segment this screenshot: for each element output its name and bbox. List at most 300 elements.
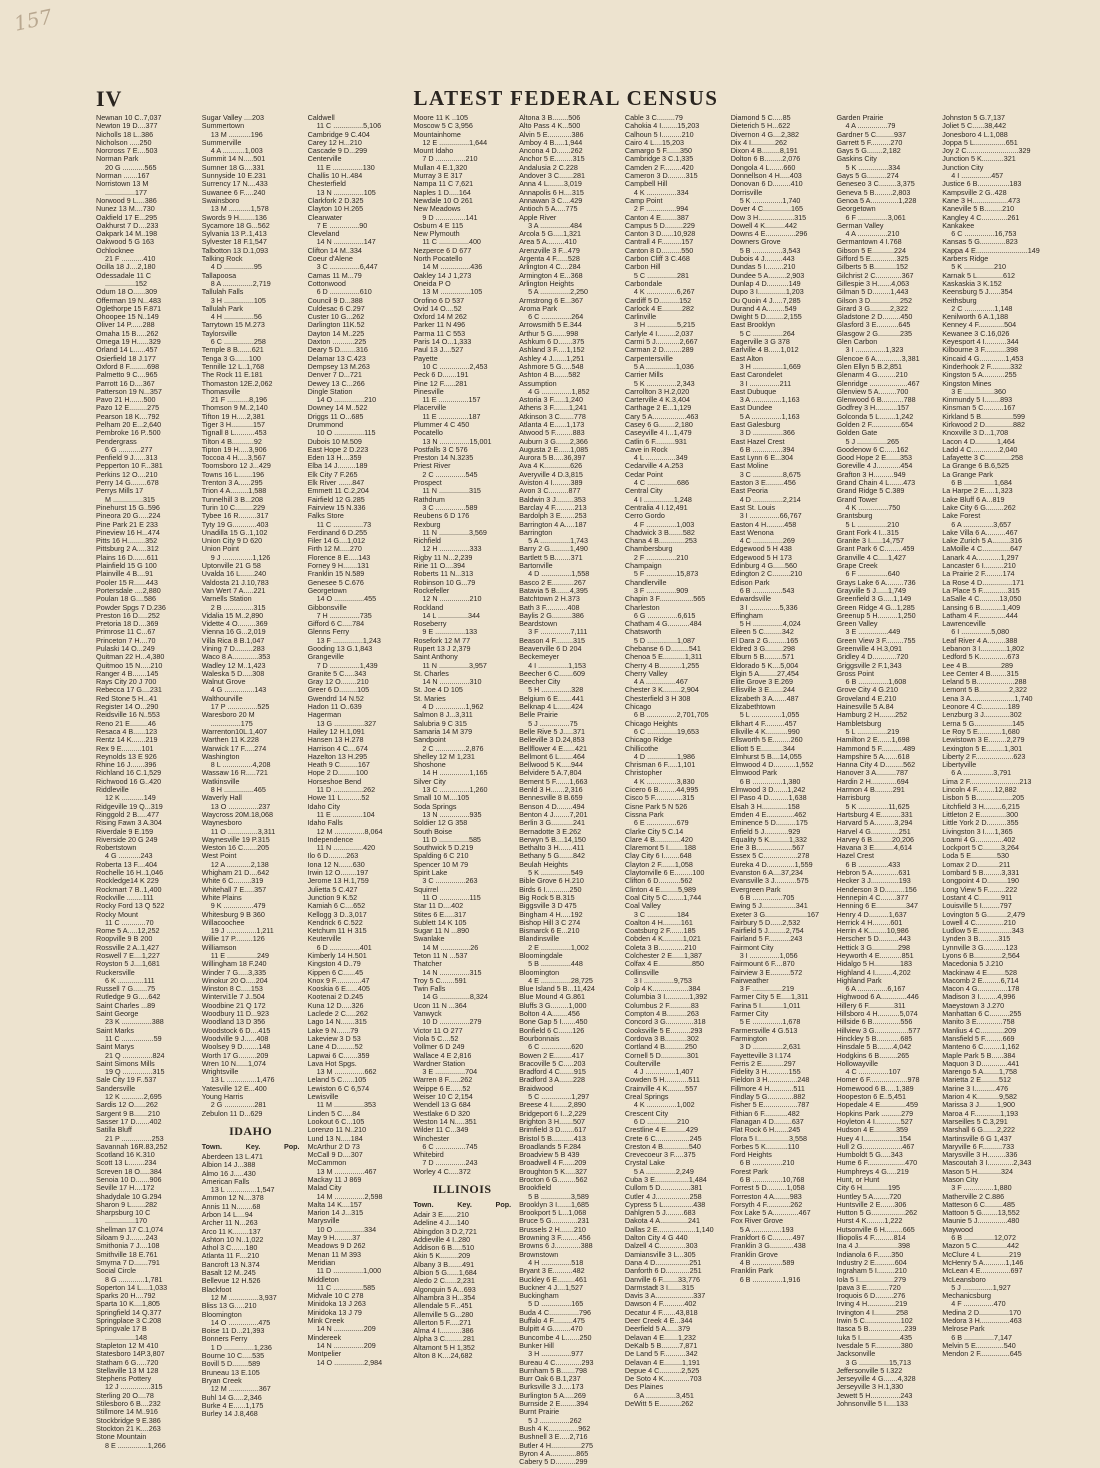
census-entry: Glen Ellyn 5 B.2,851 bbox=[836, 361, 902, 371]
census-entry: Irvington 4 I...........258 bbox=[836, 1307, 908, 1317]
census-entry: Yatesville 12 E...400 bbox=[201, 1083, 267, 1093]
handwritten-page-mark: 157 bbox=[11, 4, 55, 36]
census-entry: Cardiff 5 D..........152 bbox=[624, 295, 692, 305]
census-entry: Crevecoeur 3 F.....375 bbox=[624, 1150, 696, 1160]
census-entry: Richland 16 C.1,529 bbox=[96, 768, 162, 778]
census-entry: Kirkwood 2 D..............882 bbox=[942, 419, 1025, 429]
census-entry: Waynesville 19 P.315 bbox=[201, 834, 270, 844]
census-entry: 4 J ...............1,407 bbox=[633, 1067, 694, 1077]
census-entry: 13 N ...............935 bbox=[422, 809, 482, 819]
census-entry: Decatur 4 F.......43,818 bbox=[624, 1307, 698, 1317]
census-entry: Parma 11 C 553 bbox=[413, 328, 466, 338]
census-entry: 3 H ...............1,669 bbox=[739, 361, 801, 371]
census-entry: Fisher 5 E.................787 bbox=[730, 1100, 810, 1110]
census-entry: Thomasville bbox=[201, 386, 241, 396]
census-entry: 3 F ...............909 bbox=[633, 585, 689, 595]
census-entry: ...............170 bbox=[105, 1216, 147, 1226]
census-entry: Arenzville 3 F...479 bbox=[519, 245, 580, 255]
census-entry: Anchor 5 E.........315 bbox=[519, 154, 585, 164]
census-entry: Blue Island 5 B...11,424 bbox=[519, 984, 595, 994]
census-entry: Buhl 14 G.....2,346 bbox=[201, 1392, 262, 1402]
census-entry: Addison 6 B.....510 bbox=[413, 1243, 475, 1253]
census-entry: Waverly Hall bbox=[201, 793, 242, 803]
census-entry: 9 D ...............141 bbox=[422, 212, 478, 222]
census-entry: 6 A ...............3,791 bbox=[951, 768, 1012, 778]
census-entry: Paul 13 J....527 bbox=[413, 345, 464, 355]
census-entry: 19 J ...............1,211 bbox=[210, 926, 274, 936]
census-entry: Bellmont 6 L.......464 bbox=[519, 751, 586, 761]
census-entry: Alvin 5 E............386 bbox=[519, 129, 584, 139]
census-entry: 13 L ...............1,476 bbox=[210, 1075, 275, 1085]
census-entry: Hoopeston 6 E..5,451 bbox=[836, 1092, 906, 1102]
census-entry: 4 D ...............1,558 bbox=[528, 569, 590, 579]
census-entry: Uvalda 16 L.......240 bbox=[201, 569, 267, 579]
census-entry: Ellisville 3 E.......244 bbox=[730, 685, 796, 695]
census-entry: Reno 21 E.........46 bbox=[96, 718, 156, 728]
census-entry: Belvidere 5 A.7,804 bbox=[519, 768, 582, 778]
census-entry: Portersdale ....2,880 bbox=[96, 585, 161, 595]
census-column bbox=[625, 114, 723, 1439]
census-entry: Elmwood 4 D...........1,552 bbox=[730, 760, 814, 770]
census-entry: Cambridge 3 C.1,335 bbox=[624, 154, 694, 164]
census-entry: Kellogg 3 D..3,017 bbox=[307, 909, 367, 919]
census-entry: Enfield 5 J............929 bbox=[730, 826, 801, 836]
census-entry: Geneseo 3 C.........3,375 bbox=[836, 179, 915, 189]
census-entry: Wassaw 16 R.....721 bbox=[201, 768, 268, 778]
census-entry: 12 H ...............333 bbox=[422, 544, 482, 554]
census-entry: Darlington 11K.52 bbox=[307, 320, 365, 330]
census-entry: Stites 6 E.....317 bbox=[413, 909, 467, 919]
census-entry: Lovington 5 G..........2,479 bbox=[942, 909, 1025, 919]
census-entry: Shoshone bbox=[413, 760, 446, 770]
census-entry: Laclede 2 C.....262 bbox=[307, 1009, 368, 1019]
census-entry: Willacoochee bbox=[201, 917, 245, 927]
census-entry: Waynesboro bbox=[201, 818, 242, 828]
census-entry: Clayton 2 F.......1,058 bbox=[624, 859, 693, 869]
census-entry: 5 K ...............11,625 bbox=[845, 801, 910, 811]
census-entry: Cameron 3 D.........315 bbox=[624, 171, 698, 181]
census-entry: 14 L ...............344 bbox=[422, 610, 481, 620]
census-entry: Earlville 4 B......1,012 bbox=[730, 345, 799, 355]
census-entry: 4 H ...............56 bbox=[210, 312, 262, 322]
census-entry: Julietta 5 C.427 bbox=[307, 884, 358, 894]
census-entry: 11 O ...............115 bbox=[422, 892, 481, 902]
census-entry: Cherry Valley bbox=[624, 668, 668, 678]
census-entry: Weston 14 N.....351 bbox=[413, 1116, 477, 1126]
census-entry: East Dundee bbox=[730, 403, 773, 413]
census-entry: Troy 5 C.......591 bbox=[413, 975, 467, 985]
census-entry: Marissa 3 J.........1,900 bbox=[942, 1100, 1015, 1110]
census-entry: Marengo 5 A........1,758 bbox=[942, 1067, 1017, 1077]
census-entry: Ina 4 J....................398 bbox=[836, 1241, 910, 1251]
census-entry: Bryan Creek bbox=[201, 1375, 242, 1385]
census-entry: Barrington 4 A.....187 bbox=[519, 519, 587, 529]
census-entry: Buckley 6 E.........461 bbox=[519, 1274, 588, 1284]
census-entry: Sasser 17 D.......402 bbox=[96, 1116, 162, 1126]
census-entry: East Wenona bbox=[730, 527, 774, 537]
census-entry: Maroa 4 F.............1,193 bbox=[942, 1108, 1019, 1118]
census-entry: Farmer City 5 E.....1,311 bbox=[730, 992, 809, 1002]
census-entry: Parrott 16 D....367 bbox=[96, 378, 155, 388]
census-entry: Rossville 2 A..1,427 bbox=[96, 942, 160, 952]
census-entry: Primrose 11 C...67 bbox=[96, 627, 156, 637]
census-entry: Elizabeth 3 A.......487 bbox=[730, 693, 799, 703]
census-entry: Grantsburg bbox=[836, 511, 873, 521]
census-entry: Minidoka 13 J 79 bbox=[307, 1307, 362, 1317]
census-entry: La Prairie 2 F.........174 bbox=[942, 569, 1015, 579]
census-entry: Elgin 5 A.........27,454 bbox=[730, 668, 800, 678]
census-entry: ...............152 bbox=[105, 278, 147, 288]
census-entry: Fairland 5 F...........243 bbox=[730, 934, 803, 944]
census-entry: Ashmore 5 G.....548 bbox=[519, 361, 584, 371]
census-entry: Libertyville bbox=[942, 760, 977, 770]
census-entry: Oakley 14 J 1,273 bbox=[413, 270, 472, 280]
census-entry: Buda 4 C...............796 bbox=[519, 1307, 592, 1317]
census-entry: Junction 9 K.52 bbox=[307, 892, 358, 902]
census-entry: Gibson 5 E...........224 bbox=[836, 245, 906, 255]
census-entry: Temple 8 B.......621 bbox=[201, 345, 264, 355]
census-entry: Talking Rock bbox=[201, 254, 243, 264]
census-entry: Karnak 5 L.............612 bbox=[942, 270, 1015, 280]
census-entry: Aberdeen 13 L.471 bbox=[201, 1151, 263, 1161]
census-entry: Lynden 3 B..........315 bbox=[942, 934, 1011, 944]
census-entry: Granville 4 C.....1,427 bbox=[836, 552, 906, 562]
census-entry: Beardstown bbox=[519, 619, 558, 629]
census-entry: American Falls bbox=[201, 1176, 250, 1186]
census-entry: Saint Marks bbox=[96, 1025, 134, 1035]
census-entry: Hull 2 G....................467 bbox=[836, 1141, 915, 1151]
census-entry: 7 D ...............243 bbox=[422, 1158, 478, 1168]
census-entry: Quitmoo 15 N.....210 bbox=[96, 660, 163, 670]
census-entry: Wallace 4 E 2,816 bbox=[413, 1050, 472, 1060]
census-entry: Vidette 4 O.........369 bbox=[201, 619, 268, 629]
census-entry: Jerseyville 3 H.1,330 bbox=[836, 1382, 904, 1392]
census-entry: Lee Center 4 B........315 bbox=[942, 668, 1019, 678]
census-entry: Wadley 12 M..1,423 bbox=[201, 660, 266, 670]
census-entry: Arlington 4 C....284 bbox=[519, 262, 581, 272]
census-entry: 5 J ...............75 bbox=[528, 718, 578, 728]
census-entry: Lewiston 6 C 6,574 bbox=[307, 1083, 370, 1093]
census-entry: Andover 3 C.......281 bbox=[519, 171, 586, 181]
census-entry: Crete 6 C.................245 bbox=[624, 1133, 702, 1143]
census-entry: Bonners Ferry bbox=[201, 1334, 248, 1344]
census-entry: Fieldon 3 H...............248 bbox=[730, 1075, 810, 1085]
census-entry: White Plains bbox=[201, 892, 242, 902]
census-entry: El Dara 2 G.........165 bbox=[730, 635, 799, 645]
census-entry: 4 I ...............457 bbox=[951, 171, 1004, 181]
census-entry: 3 F ...............7,111 bbox=[528, 627, 588, 637]
census-entry: Rome 5 A.....12,252 bbox=[96, 926, 160, 936]
census-entry: McCall 9 D....307 bbox=[307, 1150, 363, 1160]
census-entry: Eileen 5 C.........342 bbox=[730, 627, 794, 637]
census-entry: Bunker Hill bbox=[519, 1340, 554, 1350]
census-entry: Big Rock 5 B.315 bbox=[519, 892, 575, 902]
census-entry: 6 C ...............620 bbox=[528, 1042, 584, 1052]
census-entry: Jonesboro 4 L.1,088 bbox=[942, 129, 1008, 139]
census-entry: Annis 11 N........68 bbox=[201, 1201, 261, 1211]
census-entry: Walthourville bbox=[201, 693, 243, 703]
census-entry: Hume 6 F...................470 bbox=[836, 1158, 918, 1168]
census-entry: Cissna Park bbox=[624, 809, 664, 819]
census-entry: Bliss 13 G.....210 bbox=[201, 1301, 257, 1311]
census-entry: Aurora 5 B.....36,397 bbox=[519, 453, 586, 463]
census-entry: 3 I ...............211 bbox=[739, 378, 792, 388]
census-entry: Cullom 5 D...............381 bbox=[624, 1183, 703, 1193]
census-entry: Nunez 13 M....730 bbox=[96, 204, 155, 214]
census-entry: 4 D ...............1,986 bbox=[633, 751, 696, 761]
census-entry: East Hazel Crest bbox=[730, 436, 785, 446]
census-entry: Eldred 3 G.........298 bbox=[730, 644, 796, 653]
census-entry: 3 G ...............15,713 bbox=[845, 1357, 911, 1367]
census-entry: Beecher City bbox=[519, 677, 561, 687]
census-entry: Reynolds 13 E 926 bbox=[96, 751, 157, 761]
census-entry: 5 A ...............2,249 bbox=[633, 1166, 694, 1176]
census-entry: Deary 5 D........316 bbox=[307, 345, 368, 355]
census-entry: Greenup 5 H..........1,250 bbox=[836, 610, 916, 620]
census-entry: Stephens Pottery bbox=[96, 1374, 152, 1384]
census-entry: Findlay 5 G.............882 bbox=[730, 1092, 806, 1102]
census-entry: Senoia 10 D.......906 bbox=[96, 1175, 162, 1184]
census-entry: Assumption bbox=[519, 378, 557, 388]
census-entry: Gillespie 3 H.......4,063 bbox=[836, 278, 910, 288]
census-entry: McArthur 2 D 73 bbox=[307, 1141, 360, 1151]
census-entry: Baylis 2 G..........386 bbox=[519, 610, 584, 620]
census-entry: Hudson 4 E...........359 bbox=[836, 1125, 908, 1135]
census-entry: Kamiah 6 C....652 bbox=[307, 901, 366, 911]
census-entry: East Peoria bbox=[730, 486, 768, 496]
census-entry: Donovan 6 D.........410 bbox=[730, 179, 803, 189]
census-entry: 4 B ...............589 bbox=[739, 1257, 795, 1267]
census-column bbox=[942, 114, 1040, 1439]
census-entry: Plains 16 D.......611 bbox=[96, 552, 159, 562]
census-entry: Squirrel bbox=[413, 884, 439, 894]
census-entry: Villa Rica 8 B.1,047 bbox=[201, 635, 265, 645]
census-entry: Norristown 13 M bbox=[96, 179, 149, 189]
census-entry: Lewistown 3 E.........2,279 bbox=[942, 735, 1025, 745]
census-entry: Kaneville 5 B.........210 bbox=[942, 204, 1015, 214]
census-entry: 4 K ...............1,002 bbox=[633, 1100, 695, 1110]
census-entry: Newton 19 D....377 bbox=[96, 121, 158, 131]
census-entry: Tallulah Falls bbox=[201, 287, 244, 297]
census-entry: Fairmont City bbox=[730, 942, 774, 952]
census-entry: Waresboro 20 M bbox=[201, 710, 255, 720]
census-entry: Rocky Mount bbox=[96, 909, 138, 919]
census-entry: Medora 3 H...............463 bbox=[942, 1316, 1022, 1326]
census-entry: Bethalto 3 H.......411 bbox=[519, 843, 585, 853]
census-entry: 11 N ...............315 bbox=[422, 486, 481, 496]
census-entry: Pendergrass bbox=[96, 436, 137, 446]
census-entry: Iroquois 6 D.........276 bbox=[836, 1291, 906, 1301]
census-entry: Uptonville 21 G 58 bbox=[201, 561, 261, 571]
census-entry: Mazon 5 C...............442 bbox=[942, 1241, 1019, 1251]
census-entry: Parker 11 N 496 bbox=[413, 320, 466, 330]
census-entry: Roseberry bbox=[413, 619, 447, 629]
census-entry: 4 D ...............1,962 bbox=[422, 702, 484, 712]
census-entry: Bartonville bbox=[519, 561, 553, 571]
census-entry: Campbell Hill bbox=[624, 179, 668, 189]
census-entry: 3 I ...............66,767 bbox=[739, 511, 802, 521]
census-column bbox=[731, 114, 829, 1439]
census-entry: Buckingham bbox=[519, 1291, 559, 1301]
census-entry: Breese 4 I........2,890 bbox=[519, 1100, 586, 1110]
census-entry: 6 B ...............1,684 bbox=[951, 478, 1012, 488]
census-entry: 6 C ...............258 bbox=[210, 337, 266, 347]
census-entry: Ava 4 K.............626 bbox=[519, 461, 583, 471]
census-entry: Malta 14 K....157 bbox=[307, 1199, 362, 1209]
census-entry: Evergreen Park bbox=[730, 884, 781, 894]
census-entry: Osierfield 18 J.177 bbox=[96, 353, 156, 363]
census-entry: Arlington Heights bbox=[519, 278, 574, 288]
census-entry: 5 K ...............549 bbox=[528, 868, 583, 878]
census-entry: Garden Prairie bbox=[836, 113, 884, 122]
census-entry: Atlanta 4 E......1,173 bbox=[519, 419, 585, 429]
census-entry: Fairview 3 E..........572 bbox=[730, 967, 803, 977]
census-entry: Dowell 4 K..........442 bbox=[730, 220, 798, 230]
census-entry: Waleska 5 D.....308 bbox=[201, 668, 265, 678]
census-entry: 14 O ...............210 bbox=[316, 395, 377, 405]
census-entry: Blandinsville bbox=[519, 934, 560, 944]
census-entry: Mansfield 5 F.........669 bbox=[942, 1033, 1015, 1043]
census-entry: Glenns Ferry bbox=[307, 627, 350, 637]
census-entry: 6 B ...............433 bbox=[845, 859, 901, 869]
census-entry: Mackinaw 4 E.........528 bbox=[942, 967, 1017, 977]
census-entry: Lyons 6 B..............2,564 bbox=[942, 950, 1020, 960]
census-entry: El Paso 4 D..........1,638 bbox=[730, 793, 807, 803]
census-entry: 5 C ...............281 bbox=[633, 270, 690, 280]
census-entry: Rutledge 9 G.....642 bbox=[96, 992, 161, 1002]
census-entry: Kinsman 5 C..........167 bbox=[942, 403, 1016, 413]
census-entry: Carrollton 3 H.2,020 bbox=[624, 386, 690, 396]
census-entry: Birds 6 I............250 bbox=[519, 884, 582, 894]
census-entry: Star 11 D....402 bbox=[413, 901, 464, 911]
census-entry: Cisco 5 F..............315 bbox=[624, 793, 695, 803]
census-entry: Cary 5 A.................463 bbox=[624, 411, 699, 421]
census-entry: Harvard 5 A..........3,294 bbox=[836, 818, 913, 828]
census-entry: East Brooklyn bbox=[730, 320, 776, 330]
census-entry: Burlington 5 A.....269 bbox=[519, 1390, 586, 1400]
census-entry: Lookout 6 C...105 bbox=[307, 1116, 365, 1126]
census-entry: Ladd 4 C..............2,040 bbox=[942, 444, 1018, 454]
census-entry: Lane 4 D.........52 bbox=[307, 1042, 363, 1052]
census-entry: Elkville 4 K...........990 bbox=[730, 726, 800, 736]
census-entry: Iuka 5 I....................435 bbox=[836, 1332, 912, 1342]
census-entry: Gardner 5 C.........937 bbox=[836, 129, 906, 139]
census-entry: 12 K ...........149 bbox=[105, 793, 156, 803]
census-entry: Bardolph 3 E.......253 bbox=[519, 511, 587, 521]
census-entry: Lago 14 N.......315 bbox=[307, 1017, 367, 1027]
census-entry: 11 N ...............420 bbox=[316, 843, 376, 853]
census-entry: Richwood 16 G..420 bbox=[96, 776, 162, 786]
census-entry: Osburn 4 E 115 bbox=[413, 220, 464, 230]
census-entry: Butler 4 H...............275 bbox=[519, 1440, 594, 1450]
census-entry: Sylvester 18 F.1,547 bbox=[201, 237, 267, 247]
census-entry: Beulah Heights bbox=[519, 859, 568, 869]
census-entry: Bureau 4 C.............293 bbox=[519, 1357, 594, 1367]
census-entry: Herrin 4 K.........10,986 bbox=[836, 926, 909, 936]
census-entry: Ipava 3 E...........720 bbox=[836, 1282, 901, 1292]
census-entry: Rhine 16 J.......396 bbox=[96, 760, 157, 770]
census-entry: 6 B ...............210 bbox=[739, 1158, 795, 1168]
census-entry: Berwyn 5 B....14,150 bbox=[519, 834, 586, 844]
census-entry: Collinsville bbox=[624, 967, 659, 977]
census-entry: Bush 4 K...............962 bbox=[519, 1423, 591, 1433]
census-entry: Manteno 6 C.........1,162 bbox=[942, 1042, 1020, 1052]
census-entry: Crainville 4 K.........557 bbox=[624, 1083, 698, 1093]
census-entry: Benld 3 H.......2,316 bbox=[519, 785, 583, 795]
census-entry: New Plymouth bbox=[413, 229, 460, 239]
census-entry: Marseilles 5 C.3,291 bbox=[942, 1116, 1008, 1126]
census-entry: 3 F ...............1,880 bbox=[951, 1183, 1012, 1193]
census-entry: Allerton 5 F.....271 bbox=[413, 1317, 472, 1327]
census-entry: Tyty 19 G............403 bbox=[201, 519, 269, 529]
census-entry: Elmwood Park bbox=[730, 768, 778, 778]
census-entry: Cascade 9 D...299 bbox=[307, 146, 368, 156]
census-entry: Downers Grove bbox=[730, 237, 781, 247]
census-entry: Harrisburg bbox=[836, 793, 871, 803]
census-entry: Livingston 3 I.....1,365 bbox=[942, 826, 1013, 836]
census-entry: Carlyle 4 I.........2,037 bbox=[624, 328, 694, 338]
census-entry: 4 H ...............518 bbox=[528, 1257, 584, 1267]
census-entry: Lisbon 5 B..................205 bbox=[942, 793, 1025, 803]
census-entry: Montpelier bbox=[307, 1349, 342, 1359]
census-entry: Grove City 4 G.210 bbox=[836, 685, 898, 695]
census-entry: Statesboro 14P.3,807 bbox=[96, 1349, 165, 1359]
census-entry: DeWitt 5 E...........262 bbox=[624, 1399, 694, 1409]
census-entry: Catlin 6 F..........931 bbox=[624, 436, 687, 446]
census-entry: Kenilworth 6 A.1,188 bbox=[942, 312, 1009, 322]
census-entry: Colchester 2 E......1,387 bbox=[624, 950, 703, 960]
census-entry: Postfalls 3 C 576 bbox=[413, 444, 468, 454]
census-entry: Good Hope 2 E.......353 bbox=[836, 453, 912, 463]
census-entry: 11 C ...............5,106 bbox=[316, 121, 382, 131]
census-entry: 3 E ...............704 bbox=[422, 1067, 478, 1077]
census-entry: Samaria 14 M 379 bbox=[413, 726, 473, 736]
census-entry: 2 B ...............315 bbox=[210, 602, 266, 612]
census-entry: Biggsville 3 D 475 bbox=[519, 901, 577, 911]
census-entry: Menan 11 M 393 bbox=[307, 1249, 361, 1259]
census-entry: Springplace 3 C.208 bbox=[96, 1316, 162, 1326]
census-entry: 3 I ...............1,323 bbox=[845, 345, 904, 355]
census-entry: Girard 3 G..........2,322 bbox=[836, 303, 908, 313]
census-entry: Blackfoot bbox=[201, 1284, 232, 1294]
census-entry: Bancroft 13 N.374 bbox=[201, 1259, 260, 1269]
census-entry: 6 D ...............401 bbox=[316, 942, 372, 952]
census-column bbox=[96, 113, 194, 1450]
census-entry: Blue Mound 4 G.861 bbox=[519, 992, 586, 1002]
census-entry: Karbers Ridge bbox=[942, 254, 989, 264]
census-entry: Coulterville bbox=[624, 1058, 661, 1068]
census-entry: Atlanta 11 F....210 bbox=[201, 1251, 260, 1261]
census-entry: Benson 4 D........494 bbox=[519, 801, 585, 811]
census-entry: Bement 5 F.......1,663 bbox=[519, 776, 588, 786]
census-entry: 5 H ...............4,024 bbox=[739, 619, 801, 629]
census-entry: Mindereek bbox=[307, 1332, 342, 1342]
census-entry: Cleveland bbox=[307, 229, 340, 239]
census-entry: Statham 6 G.....720 bbox=[96, 1357, 159, 1367]
census-entry: Plummer 4 C 450 bbox=[413, 419, 470, 429]
census-entry: Braidwood bbox=[519, 1083, 554, 1093]
census-entry: Carbon Cliff 3 C.468 bbox=[624, 254, 690, 264]
census-column bbox=[413, 114, 511, 1439]
census-entry: Saint Charles ...89 bbox=[96, 1000, 156, 1010]
census-entry: Farmer City bbox=[730, 1009, 769, 1019]
census-entry: 5 F ...............15,873 bbox=[633, 569, 699, 579]
census-entry: Fairmount 6 F....870 bbox=[730, 959, 795, 969]
census-entry: Bridgeport 6 I...2,229 bbox=[519, 1108, 587, 1118]
census-entry: Delavan 4 E.........1,191 bbox=[624, 1357, 701, 1367]
census-entry: Ivesdale 5 F.............380 bbox=[836, 1340, 913, 1350]
census-entry: Dubois 10 M.509 bbox=[307, 436, 362, 446]
